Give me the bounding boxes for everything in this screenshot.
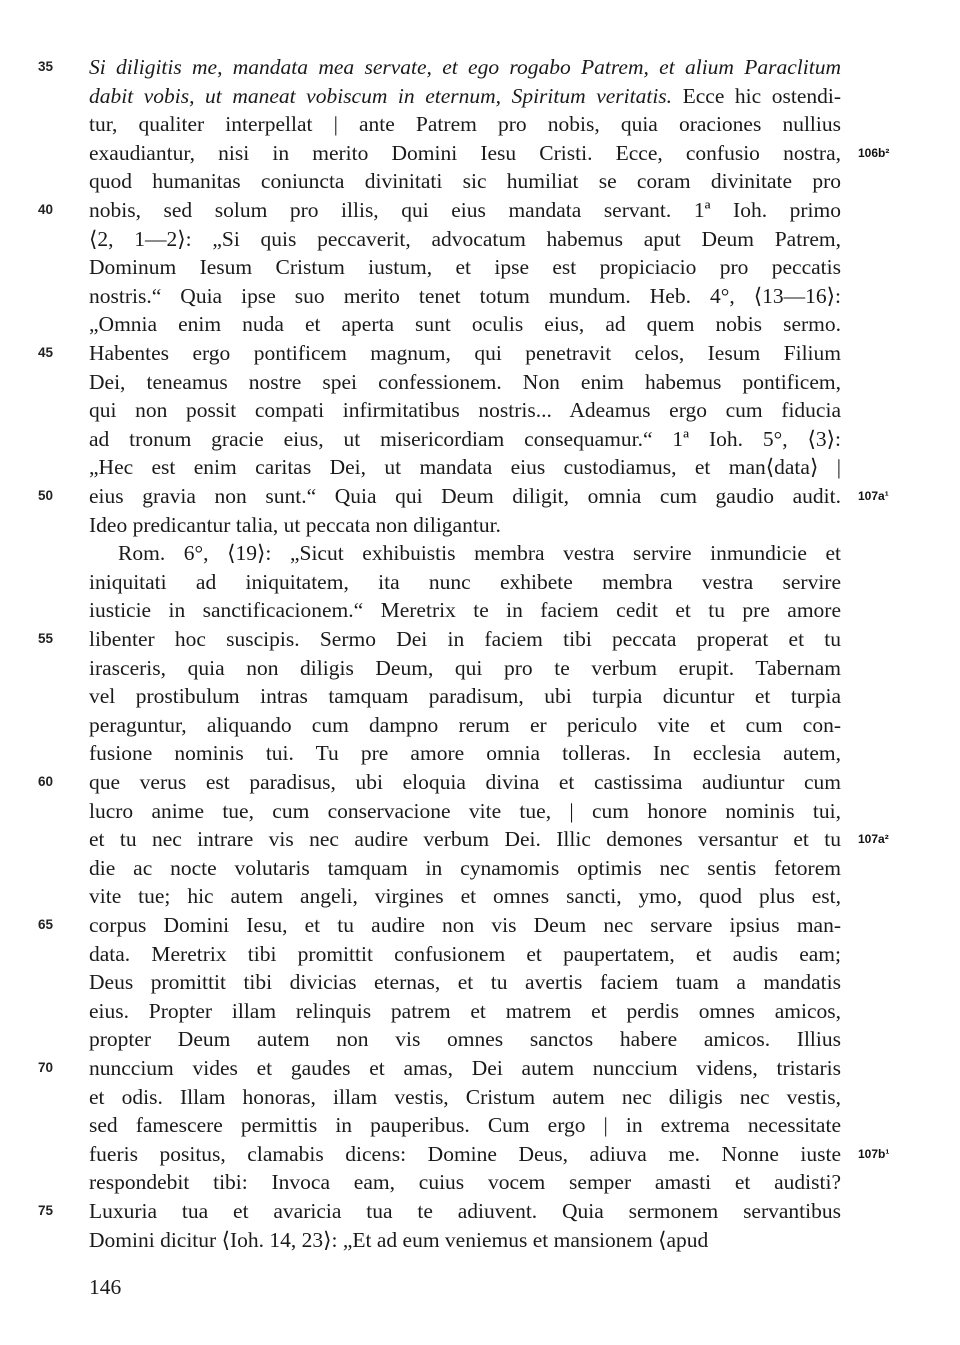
text-line: fueris positus, clamabis dicens: Domine Deus, adiuva me. Nonne iuste xyxy=(89,1141,841,1166)
line-number: 70 xyxy=(38,1060,54,1075)
line-number: 45 xyxy=(38,345,54,360)
line-number: 40 xyxy=(38,202,54,217)
text-line: exaudiantur, nisi in merito Domini Iesu Cristi. Ecce, confusio nostra, xyxy=(89,140,841,165)
line-number: 35 xyxy=(38,59,54,74)
text-line: qui non possit compati infirmitatibus nostris... Adeamus ergo cum fiducia xyxy=(89,398,841,423)
text-line: Luxuria tua et avaricia tua te adiuvent. Quia sermonem servantibus xyxy=(89,1199,841,1223)
line-number: 75 xyxy=(38,1203,54,1218)
text-line: sed famescere permittis in pauperibus. Cum ergo | in extrema necessitate xyxy=(89,1113,841,1138)
folio-mark: 106b² xyxy=(858,145,890,160)
text-line: nunccium vides et gaudes et amas, Dei autem nunccium videns, tristaris xyxy=(89,1056,841,1080)
line-number: 60 xyxy=(38,774,54,789)
text-line: lucro anime tue, cum conservacione vite tue, | cum honore nominis tui, xyxy=(89,798,841,823)
folio-mark: 107b¹ xyxy=(858,1146,890,1161)
text-line: iniquitati ad iniquitatem, ita nunc exhibete membra vestra servire xyxy=(89,569,841,594)
text-line: irasceris, quia non diligis Deum, qui pro te verbum erupit. Tabernam xyxy=(89,655,841,680)
line-number: 50 xyxy=(38,488,54,503)
text-line: Habentes ergo pontificem magnum, qui penetravit celos, Iesum Filium xyxy=(89,341,841,365)
text-line: Rom. 6°, ⟨19⟩: „Sicut exhibuistis membra vestra servire inmundicie et xyxy=(118,541,841,566)
text-line: vel prostibulum intras tamquam paradisum, ubi turpia dicuntur et turpia xyxy=(89,684,841,709)
text-line: data. Meretrix tibi promittit confusionem et paupertatem, et audis eam; xyxy=(89,941,841,966)
text-line xyxy=(89,82,841,111)
text-line: „Omnia enim nuda et aperta sunt oculis eius, ad quem nobis sermo. xyxy=(89,312,841,337)
text-line: Ideo predicantur talia, ut peccata non diligantur. xyxy=(89,512,501,537)
text-line: iusticie in sanctificacionem.“ Meretrix te in faciem cedit et tu pre amore xyxy=(89,598,841,623)
text-line: ⟨2, 1—2⟩: „Si quis peccaverit, advocatum habemus aput Deum Patrem, xyxy=(89,226,841,251)
text-line: fusione nominis tui. Tu pre amore omnia tolleras. In ecclesia autem, xyxy=(89,741,841,766)
page-number: 146 xyxy=(89,1275,122,1299)
folio-mark: 107a² xyxy=(858,832,889,847)
line-number: 55 xyxy=(38,631,54,646)
text-line: et tu nec intrare vis nec audire verbum Dei. Illic demones versantur et tu xyxy=(89,827,841,852)
text-line: nostris.“ Quia ipse suo merito tenet totum mundum. Heb. 4°, ⟨13—16⟩: xyxy=(89,283,841,308)
text-line: tur, qualiter interpellat | ante Patrem pro nobis, quia oraciones nullius xyxy=(89,112,841,137)
text-line: die ac nocte volutaris tamquam in cynamomis optimis nec sentis fetorem xyxy=(89,855,841,880)
text-line: eius. Propter illam relinquis patrem et matrem et perdis omnes amicos, xyxy=(89,998,841,1023)
text-line: vite tue; hic autem angeli, virgines et omnes sancti, ymo, quod plus est, xyxy=(89,884,841,909)
text-line: et odis. Illam honoras, illam vestis, Cristum autem nec diligis nec vestis, xyxy=(89,1084,841,1109)
text-line: Dominum Iesum Cristum iustum, et ipse est propiciacio pro peccatis xyxy=(89,255,841,280)
line-number: 65 xyxy=(38,917,54,932)
text-line: „Hec est enim caritas Dei, ut mandata eius custodiamus, et man⟨data⟩ | xyxy=(89,455,841,480)
text-line: respondebit tibi: Invoca eam, cuius vocem semper amasti et audisti? xyxy=(89,1170,841,1195)
text-line: que verus est paradisus, ubi eloquia divina et castissima audiuntur cum xyxy=(89,770,841,794)
text-line: eius gravia non sunt.“ Quia qui Deum diligit, omnia cum gaudio audit. xyxy=(89,484,841,508)
text-line: nobis, sed solum pro illis, qui eius mandata servant. 1ª Ioh. primo xyxy=(89,198,841,222)
text-line: Deus promittit tibi divicias eternas, et tu avertis faciem tuam a mandatis xyxy=(89,970,841,995)
text-continuation: Ecce hic ostendi- xyxy=(672,83,841,108)
text-line: peraguntur, aliquando cum dampno rerum er periculo vite et cum con- xyxy=(89,712,841,737)
text-line: libenter hoc suscipis. Sermo Dei in faciem tibi peccata properat et tu xyxy=(89,627,841,651)
text-line: Domini dicitur ⟨Ioh. 14, 23⟩: „Et ad eum veniemus et mansionem ⟨apud xyxy=(89,1227,709,1252)
text-line: Si diligitis me, mandata mea servate, et ego rogabo Patrem, et alium Paraclitum xyxy=(89,55,841,79)
text-line: quod humanitas coniuncta divinitati sic humiliat se coram divinitate pro xyxy=(89,169,841,194)
text-line: corpus Domini Iesu, et tu audire non vis Deum nec servare ipsius man- xyxy=(89,913,841,937)
text-line: propter Deum autem non vis omnes sanctos habere amicos. Illius xyxy=(89,1027,841,1052)
folio-mark: 107a¹ xyxy=(858,489,889,503)
text-line: Dei, teneamus nostre spei confessionem. Non enim habemus pontificem, xyxy=(89,369,841,394)
italic-quote: dabit vobis, ut maneat vobiscum in eternum, Spiritum veritatis. xyxy=(89,83,673,108)
text-line: ad tronum gracie eius, ut misericordiam consequamur.“ 1ª Ioh. 5°, ⟨3⟩: xyxy=(89,426,841,451)
